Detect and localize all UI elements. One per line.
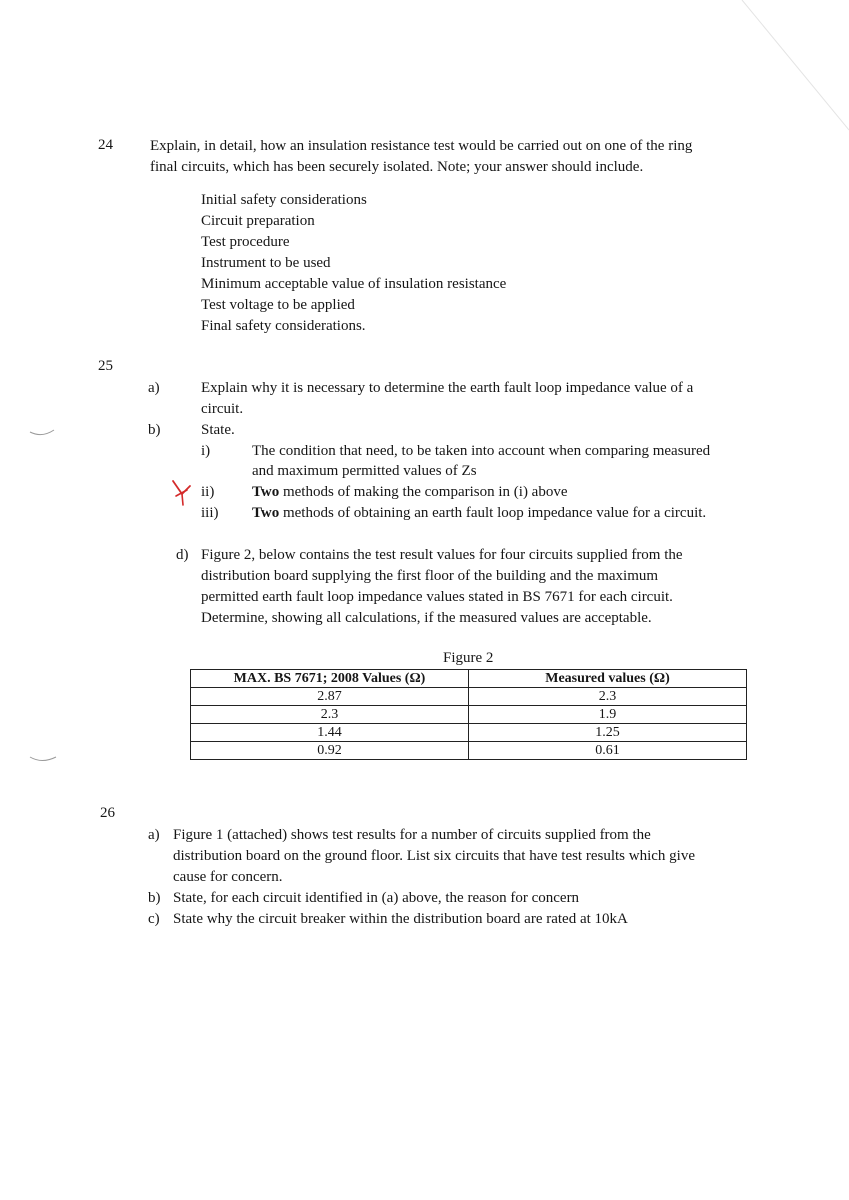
list-item: Circuit preparation [201, 213, 315, 229]
list-item: Minimum acceptable value of insulation resistance [201, 276, 507, 292]
table-cell: 1.9 [469, 706, 747, 724]
column-header-max-values: MAX. BS 7671; 2008 Values (Ω) [191, 670, 469, 688]
question-26b-label: b) [148, 890, 161, 906]
emphasis-two: Two [252, 505, 280, 521]
question-25b-ii-label: ii) [201, 484, 215, 500]
list-item: Test voltage to be applied [201, 297, 355, 313]
question-24-line-1: Explain, in detail, how an insulation resistance test would be carried out on one of the ring [150, 138, 693, 154]
question-25a-line-2: circuit. [201, 401, 244, 417]
question-25d-line-3: permitted earth fault loop impedance values stated in BS 7671 for each circuit. [201, 589, 673, 605]
question-25b-iii-text [252, 503, 706, 524]
question-25b-iii-label: iii) [201, 505, 219, 521]
question-26a-line-1: Figure 1 (attached) shows test results for a number of circuits supplied from the [173, 827, 651, 843]
figure-2-caption: Figure 2 [443, 650, 494, 666]
question-26a-line-2: distribution board on the ground floor. List six circuits that have test results which give [173, 848, 695, 864]
question-26c-text: State why the circuit breaker within the distribution board are rated at 10kA [173, 911, 628, 927]
table-cell: 0.92 [191, 742, 469, 760]
table-row [191, 724, 747, 742]
question-25b-text: State. [201, 422, 235, 438]
table-cell: 0.61 [469, 742, 747, 760]
column-header-measured-values: Measured values (Ω) [469, 670, 747, 688]
list-item: Test procedure [201, 234, 290, 250]
question-26a-label: a) [148, 827, 160, 843]
question-26b-text: State, for each circuit identified in (a) above, the reason for concern [173, 890, 580, 906]
figure-2-table [190, 669, 747, 760]
question-25b-label: b) [148, 422, 161, 438]
question-25b-ii-text [252, 482, 568, 503]
table-row [191, 742, 747, 760]
table-cell: 2.3 [191, 706, 469, 724]
table-cell: 2.87 [191, 688, 469, 706]
question-26-number: 26 [100, 805, 115, 821]
list-item: Final safety considerations. [201, 318, 366, 334]
question-24-number: 24 [98, 137, 113, 153]
table-cell: 1.44 [191, 724, 469, 742]
table-row [191, 688, 747, 706]
question-26a-line-3: cause for concern. [173, 869, 283, 885]
question-25a-label: a) [148, 380, 160, 396]
question-25d-line-4: Determine, showing all calculations, if the measured values are acceptable. [201, 610, 652, 626]
red-tick-mark-icon [170, 478, 192, 508]
question-25d-line-1: Figure 2, below contains the test result values for four circuits supplied from the [201, 547, 683, 563]
question-24-line-2: final circuits, which has been securely isolated. Note; your answer should include. [150, 159, 644, 175]
table-header-row [191, 670, 747, 688]
question-25-number: 25 [98, 358, 113, 374]
question-25d-label: d) [176, 547, 189, 563]
question-24-item-list [201, 190, 506, 337]
question-25b-i-label: i) [201, 443, 211, 459]
table-row [191, 706, 747, 724]
table-cell: 1.25 [469, 724, 747, 742]
list-item: Initial safety considerations [201, 192, 367, 208]
question-25b-iii-rest: methods of obtaining an earth fault loop impedance value for a circuit. [279, 505, 707, 521]
question-25d-line-2: distribution board supplying the first floor of the building and the maximum [201, 568, 659, 584]
question-25b-i-line-1: The condition that need, to be taken into account when comparing measured [252, 443, 711, 459]
question-25a-line-1: Explain why it is necessary to determine the earth fault loop impedance value of a [201, 380, 694, 396]
emphasis-two: Two [252, 484, 280, 500]
question-26c-label: c) [148, 911, 160, 927]
table-cell: 2.3 [469, 688, 747, 706]
list-item: Instrument to be used [201, 255, 331, 271]
question-25b-ii-rest: methods of making the comparison in (i) above [279, 484, 568, 500]
question-25b-i-line-2: and maximum permitted values of Zs [252, 463, 477, 479]
